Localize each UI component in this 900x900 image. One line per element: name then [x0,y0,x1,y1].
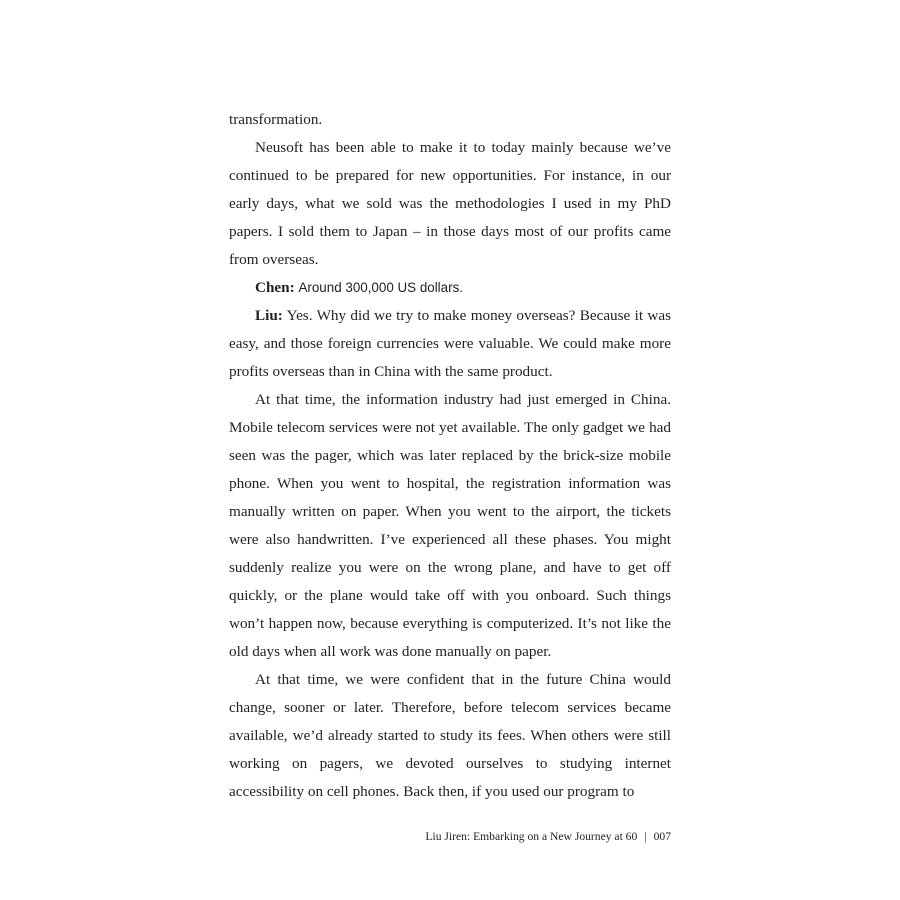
dialogue-text: Around 300,000 US dollars. [298,280,463,295]
page-number: 007 [653,830,671,843]
paragraph-1: transformation. [229,111,323,128]
footer-separator: | [644,830,647,843]
paragraph-2: Neusoft has been able to make it to today mainly because we’ve continued to be prepared for new opportunities. For instance, in our early days, what we sold was the methodologies I used in my PhD papers. I sold them to Japan – in those days most of our profits came from overseas. [229,139,671,268]
running-title: Liu Jiren: Embarking on a New Journey at 60 [425,830,638,843]
page-body [229,106,671,806]
paragraph-4 [229,302,671,386]
paragraph-6: At that time, we were confident that in the future China would change, sooner or later. Therefore, before telecom services became available, we’d already started to study its fees. When others were still working on pagers, we devoted ourselves to studying internet accessibility on cell phones. Back then, if you used our program to [229,671,671,800]
page-footer [229,830,671,843]
speaker-label: Chen: [255,279,295,296]
paragraph-5: At that time, the information industry had just emerged in China. Mobile telecom services were not yet available. The only gadget we had seen was the pager, which was later replaced by the brick-size mobile phone. When you went to hospital, the registration information was manually written on paper. When you went to the airport, the tickets were also handwritten. I’ve experienced all these phases. You might suddenly realize you were on the wrong plane, and have to get off quickly, or the plane would take off with you onboard. Such things won’t happen now, because everything is computerized. It’s not like the old days when all work was done manually on paper. [229,391,671,660]
dialogue-text: Yes. Why did we try to make money overseas? Because it was easy, and those foreign currencies were valuable. We could make more profits overseas than in China with the same product. [229,307,672,380]
paragraph-3 [229,274,671,302]
speaker-label: Liu: [255,307,283,324]
